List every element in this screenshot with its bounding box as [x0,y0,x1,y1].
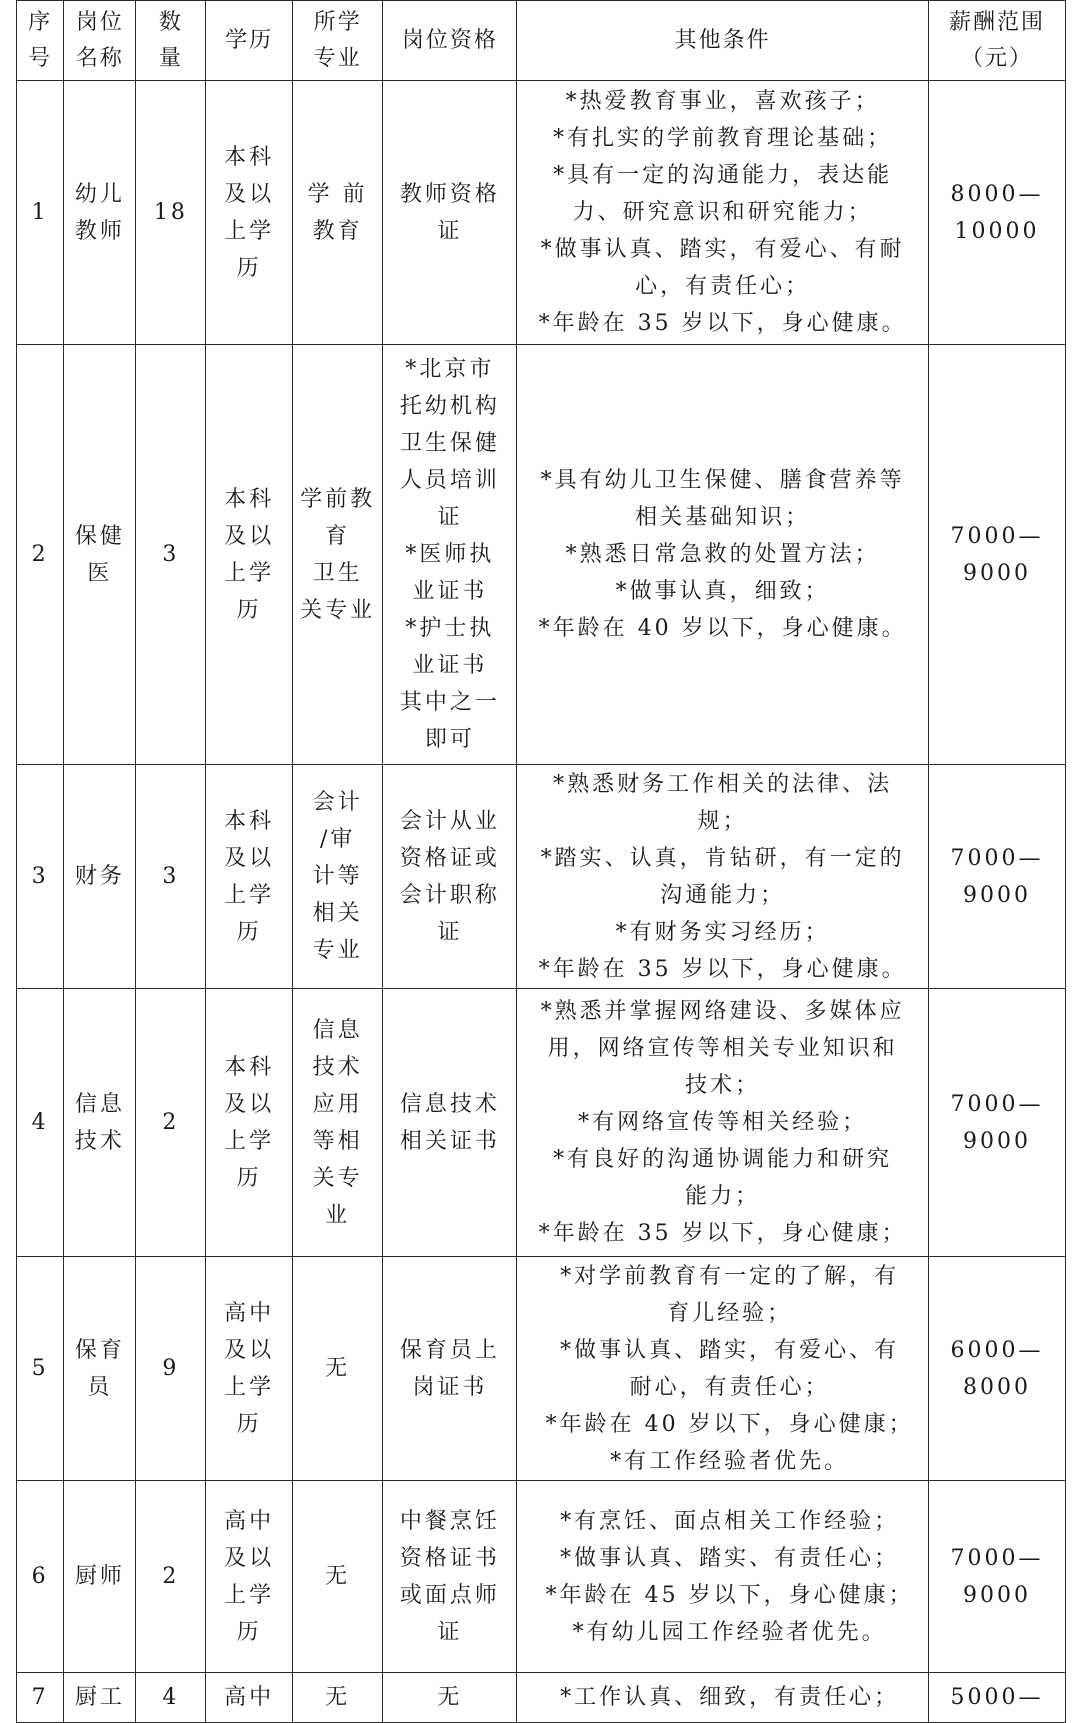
cell-salary: 7000— 9000 [929,345,1066,765]
cell-conditions: *熟悉并掌握网络建设、多媒体应 用，网络宣传等相关专业知识和 技术； *有网络宣传等相关经验； *有良好的沟通协调能力和研究 能力； *年龄在 35 岁以下，身心健康； [517,989,929,1257]
cell-education: 本科 及以 上学 历 [206,989,292,1257]
header-qualification: 岗位资格 [383,1,517,81]
cell-seq: 2 [17,345,64,765]
cell-count: 9 [136,1257,206,1481]
cell-education: 本科 及以 上学 历 [206,345,292,765]
header-seq: 序 号 [17,1,64,81]
cell-conditions: *具有幼儿卫生保健、膳食营养等 相关基础知识； *熟悉日常急救的处置方法； *做事认真，细致； *年龄在 40 岁以下，身心健康。 [517,345,929,765]
cell-education: 高中 及以 上学 历 [206,1481,292,1673]
cell-seq: 7 [17,1673,64,1723]
table-header-row [17,1,1066,81]
cell-position: 财务 [64,765,136,989]
header-salary: 薪酬范围 （元） [929,1,1066,81]
cell-qualification: 信息技术 相关证书 [383,989,517,1257]
table-row [17,81,1066,345]
table-row [17,1481,1066,1673]
cell-count: 3 [136,765,206,989]
cell-salary: 6000— 8000 [929,1257,1066,1481]
cell-qualification: *北京市 托幼机构 卫生保健 人员培训 证 *医师执 业证书 *护士执 业证书 其中之一 即可 [383,345,517,765]
cell-seq: 3 [17,765,64,989]
cell-conditions: *热爱教育事业，喜欢孩子； *有扎实的学前教育理论基础； *具有一定的沟通能力，表达能 力、研究意识和研究能力； *做事认真、踏实，有爱心、有耐 心，有责任心； *年龄在 35 岁以下，身心健康。 [517,81,929,345]
table-row [17,1673,1066,1723]
cell-major: 会计 /审 计等 相关 专业 [292,765,383,989]
cell-seq: 5 [17,1257,64,1481]
cell-salary: 7000— 9000 [929,765,1066,989]
cell-position: 厨工 [64,1673,136,1723]
cell-education: 高中 [206,1673,292,1723]
header-major: 所学 专业 [292,1,383,81]
cell-count: 18 [136,81,206,345]
cell-education: 高中 及以 上学 历 [206,1257,292,1481]
cell-qualification: 教师资格 证 [383,81,517,345]
table-row [17,989,1066,1257]
cell-major: 无 [292,1481,383,1673]
cell-conditions: *对学前教育有一定的了解，有 育儿经验； *做事认真、踏实，有爱心、有 耐心，有责任心； *年龄在 40 岁以下，身心健康； *有工作经验者优先。 [517,1257,929,1481]
cell-salary: 7000— 9000 [929,989,1066,1257]
cell-position: 信息 技术 [64,989,136,1257]
header-position: 岗位 名称 [64,1,136,81]
cell-position: 幼儿 教师 [64,81,136,345]
cell-education: 本科 及以 上学 历 [206,81,292,345]
cell-seq: 1 [17,81,64,345]
cell-count: 2 [136,989,206,1257]
cell-conditions: *工作认真、细致，有责任心； [517,1673,929,1723]
table-row [17,345,1066,765]
recruitment-table [16,0,1066,1723]
cell-qualification: 中餐烹饪 资格证书 或面点师 证 [383,1481,517,1673]
cell-salary: 8000— 10000 [929,81,1066,345]
header-count: 数 量 [136,1,206,81]
cell-qualification: 会计从业 资格证或 会计职称 证 [383,765,517,989]
cell-major: 无 [292,1257,383,1481]
cell-seq: 4 [17,989,64,1257]
header-education: 学历 [206,1,292,81]
cell-conditions: *有烹饪、面点相关工作经验； *做事认真、踏实、有责任心； *年龄在 45 岁以下，身心健康； *有幼儿园工作经验者优先。 [517,1481,929,1673]
cell-salary: 7000— 9000 [929,1481,1066,1673]
cell-seq: 6 [17,1481,64,1673]
cell-conditions: *熟悉财务工作相关的法律、法 规； *踏实、认真，肯钻研，有一定的 沟通能力； *有财务实习经历； *年龄在 35 岁以下，身心健康。 [517,765,929,989]
cell-salary: 5000— [929,1673,1066,1723]
cell-position: 保健 医 [64,345,136,765]
cell-count: 2 [136,1481,206,1673]
cell-major: 信息 技术 应用 等相 关专 业 [292,989,383,1257]
cell-major: 无 [292,1673,383,1723]
cell-count: 3 [136,345,206,765]
cell-count: 4 [136,1673,206,1723]
table-row [17,1257,1066,1481]
cell-position: 保育 员 [64,1257,136,1481]
cell-major: 学前教 育 卫生 关专业 [292,345,383,765]
cell-major: 学 前 教育 [292,81,383,345]
table-row [17,765,1066,989]
cell-qualification: 无 [383,1673,517,1723]
cell-position: 厨师 [64,1481,136,1673]
header-conditions: 其他条件 [517,1,929,81]
cell-qualification: 保育员上 岗证书 [383,1257,517,1481]
cell-education: 本科 及以 上学 历 [206,765,292,989]
